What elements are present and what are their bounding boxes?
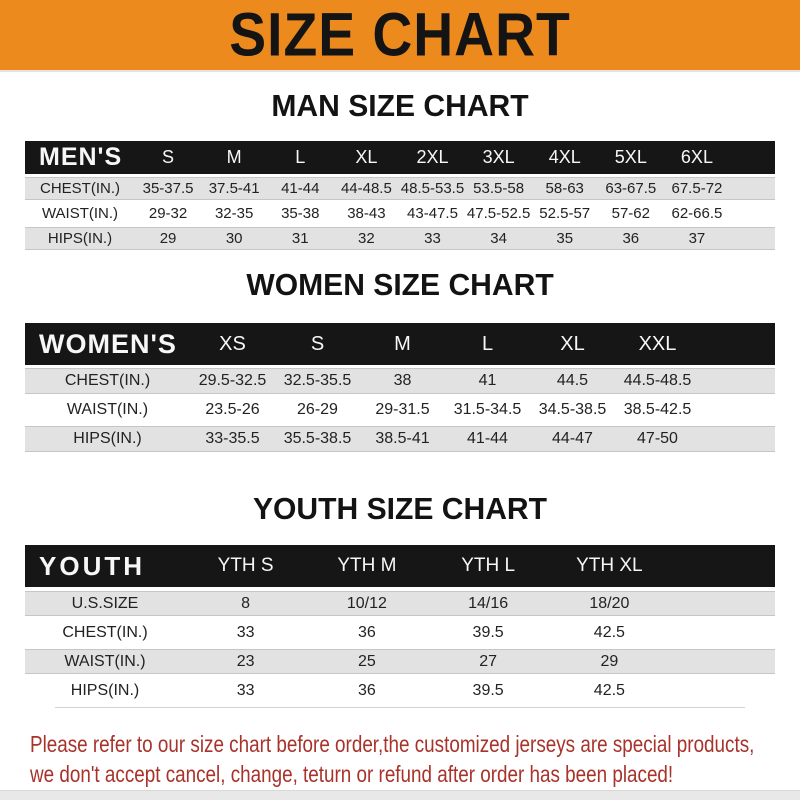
- table-cell: 42.5: [593, 681, 625, 699]
- bottom-strip: [0, 790, 800, 800]
- table-cell: 35: [556, 230, 574, 247]
- table-cell: 35.5-38.5: [283, 430, 352, 447]
- table-cell: 29: [600, 652, 619, 670]
- table-cell: 14/16: [468, 594, 509, 612]
- table-cell: 29: [159, 230, 177, 247]
- men-table-header-label: MEN'S: [39, 143, 123, 171]
- women-table-header-label: WOMEN'S: [39, 328, 177, 359]
- table-row: [25, 591, 775, 616]
- column-header: M: [226, 147, 242, 167]
- table-row: [25, 177, 775, 200]
- column-header: YTH S: [217, 555, 274, 576]
- row-label: CHEST(IN.): [64, 372, 151, 389]
- disclaimer: [0, 729, 800, 789]
- row-label: WAIST(IN.): [41, 205, 119, 222]
- table-cell: 44-48.5: [340, 180, 392, 197]
- column-header: S: [310, 332, 325, 355]
- table-cell: 30: [225, 230, 243, 247]
- table-cell: 37.5-41: [208, 180, 260, 197]
- table-cell: 29-31.5: [375, 401, 430, 418]
- table-cell: 32-35: [214, 205, 254, 222]
- table-cell: 44-47: [552, 430, 593, 447]
- table-cell: 29-32: [148, 205, 188, 222]
- table-cell: 37: [688, 230, 706, 247]
- table-row: [25, 678, 775, 703]
- table-cell: 26-29: [297, 401, 338, 418]
- youth-size-section: [0, 492, 800, 708]
- table-cell: 58-63: [545, 180, 584, 197]
- table-cell: 38-43: [347, 205, 386, 222]
- table-cell: 31: [291, 230, 309, 247]
- youth-size-table: [25, 545, 775, 703]
- column-header: XL: [355, 147, 378, 167]
- table-row: [25, 227, 775, 250]
- column-header: 3XL: [482, 147, 515, 167]
- column-header: YTH L: [461, 555, 516, 576]
- table-cell: 36: [357, 681, 376, 699]
- row-label: U.S.SIZE: [71, 594, 139, 612]
- column-header: 4XL: [548, 147, 581, 167]
- table-cell: 33: [424, 230, 441, 247]
- table-row: [25, 426, 775, 452]
- table-cell: 8: [241, 594, 251, 612]
- youth-table-header: [25, 545, 775, 587]
- table-cell: 34.5-38.5: [538, 401, 607, 418]
- column-header: M: [394, 332, 411, 355]
- banner: [0, 0, 800, 72]
- table-cell: 43-47.5: [407, 205, 458, 222]
- table-row: [25, 368, 775, 394]
- table-cell: 23.5-26: [205, 401, 260, 418]
- women-section-heading: WOMEN SIZE CHART: [246, 267, 554, 302]
- table-cell: 63-67.5: [605, 180, 657, 197]
- column-header: 5XL: [614, 147, 647, 167]
- row-label: CHEST(IN.): [62, 623, 148, 641]
- column-header: 6XL: [680, 147, 713, 167]
- table-cell: 41: [478, 372, 497, 389]
- row-label: HIPS(IN.): [70, 681, 140, 699]
- row-label: WAIST(IN.): [64, 652, 146, 670]
- table-cell: 36: [357, 623, 376, 641]
- table-cell: 52.5-57: [539, 205, 591, 222]
- table-cell: 38.5-41: [375, 430, 430, 447]
- table-cell: 31.5-34.5: [453, 401, 522, 418]
- table-cell: 35-37.5: [142, 180, 194, 197]
- column-header: YTH XL: [576, 555, 643, 576]
- disclaimer-line-2: we don't accept cancel, change, teturn or refund after order has been placed!: [30, 761, 674, 787]
- table-cell: 41-44: [467, 430, 508, 447]
- table-cell: 67.5-72: [671, 180, 723, 197]
- row-label: CHEST(IN.): [40, 180, 120, 197]
- table-cell: 42.5: [593, 623, 625, 641]
- table-cell: 39.5: [472, 681, 504, 699]
- women-size-section: [0, 268, 800, 452]
- table-cell: 53.5-58: [473, 180, 525, 197]
- column-header: 2XL: [416, 147, 449, 167]
- table-cell: 27: [479, 652, 498, 670]
- table-cell: 41-44: [281, 180, 320, 197]
- table-row: [25, 202, 775, 225]
- table-row: [25, 397, 775, 423]
- women-table-header: [25, 323, 775, 365]
- table-cell: 47.5-52.5: [466, 205, 531, 222]
- table-cell: 33: [236, 623, 255, 641]
- column-header: XL: [560, 332, 585, 355]
- table-cell: 36: [622, 230, 640, 247]
- disclaimer-line-1: Please refer to our size chart before order,the customized jerseys are special products,: [30, 731, 755, 757]
- table-cell: 35-38: [281, 205, 320, 222]
- row-label: WAIST(IN.): [66, 401, 149, 418]
- table-cell: 10/12: [346, 594, 387, 612]
- row-label: HIPS(IN.): [47, 230, 113, 247]
- column-header: S: [162, 147, 175, 167]
- table-cell: 23: [236, 652, 255, 670]
- table-cell: 62-66.5: [671, 205, 723, 222]
- table-cell: 18/20: [589, 594, 630, 612]
- column-header: XS: [219, 332, 246, 355]
- table-cell: 44.5: [556, 372, 589, 389]
- men-size-table: [25, 141, 775, 250]
- column-header: XXL: [638, 332, 677, 355]
- row-label: HIPS(IN.): [73, 430, 142, 447]
- column-header: L: [295, 147, 306, 167]
- table-cell: 33: [236, 681, 255, 699]
- youth-table-header-label: YOUTH: [39, 550, 145, 581]
- table-cell: 29.5-32.5: [198, 372, 267, 389]
- men-table-header: [25, 141, 775, 174]
- column-header: L: [481, 332, 494, 355]
- table-cell: 39.5: [472, 623, 504, 641]
- table-cell: 34: [490, 230, 507, 247]
- table-cell: 38.5-42.5: [623, 401, 692, 418]
- table-cell: 33-35.5: [205, 430, 260, 447]
- table-cell: 32.5-35.5: [283, 372, 352, 389]
- table-cell: 25: [357, 652, 376, 670]
- man-section-heading: MAN SIZE CHART: [271, 88, 529, 123]
- table-row: [25, 620, 775, 645]
- table-cell: 44.5-48.5: [623, 372, 692, 389]
- page-title: SIZE CHART: [229, 0, 571, 70]
- table-cell: 57-62: [611, 205, 650, 222]
- youth-table-bottom-rule: [55, 707, 745, 708]
- youth-section-heading: YOUTH SIZE CHART: [252, 491, 548, 526]
- women-size-table: [25, 323, 775, 452]
- table-cell: 48.5-53.5: [400, 180, 465, 197]
- column-header: YTH M: [337, 555, 397, 576]
- man-size-section: [0, 89, 800, 250]
- table-cell: 32: [358, 230, 375, 247]
- table-row: [25, 649, 775, 674]
- table-cell: 47-50: [637, 430, 678, 447]
- table-cell: 38: [393, 372, 412, 389]
